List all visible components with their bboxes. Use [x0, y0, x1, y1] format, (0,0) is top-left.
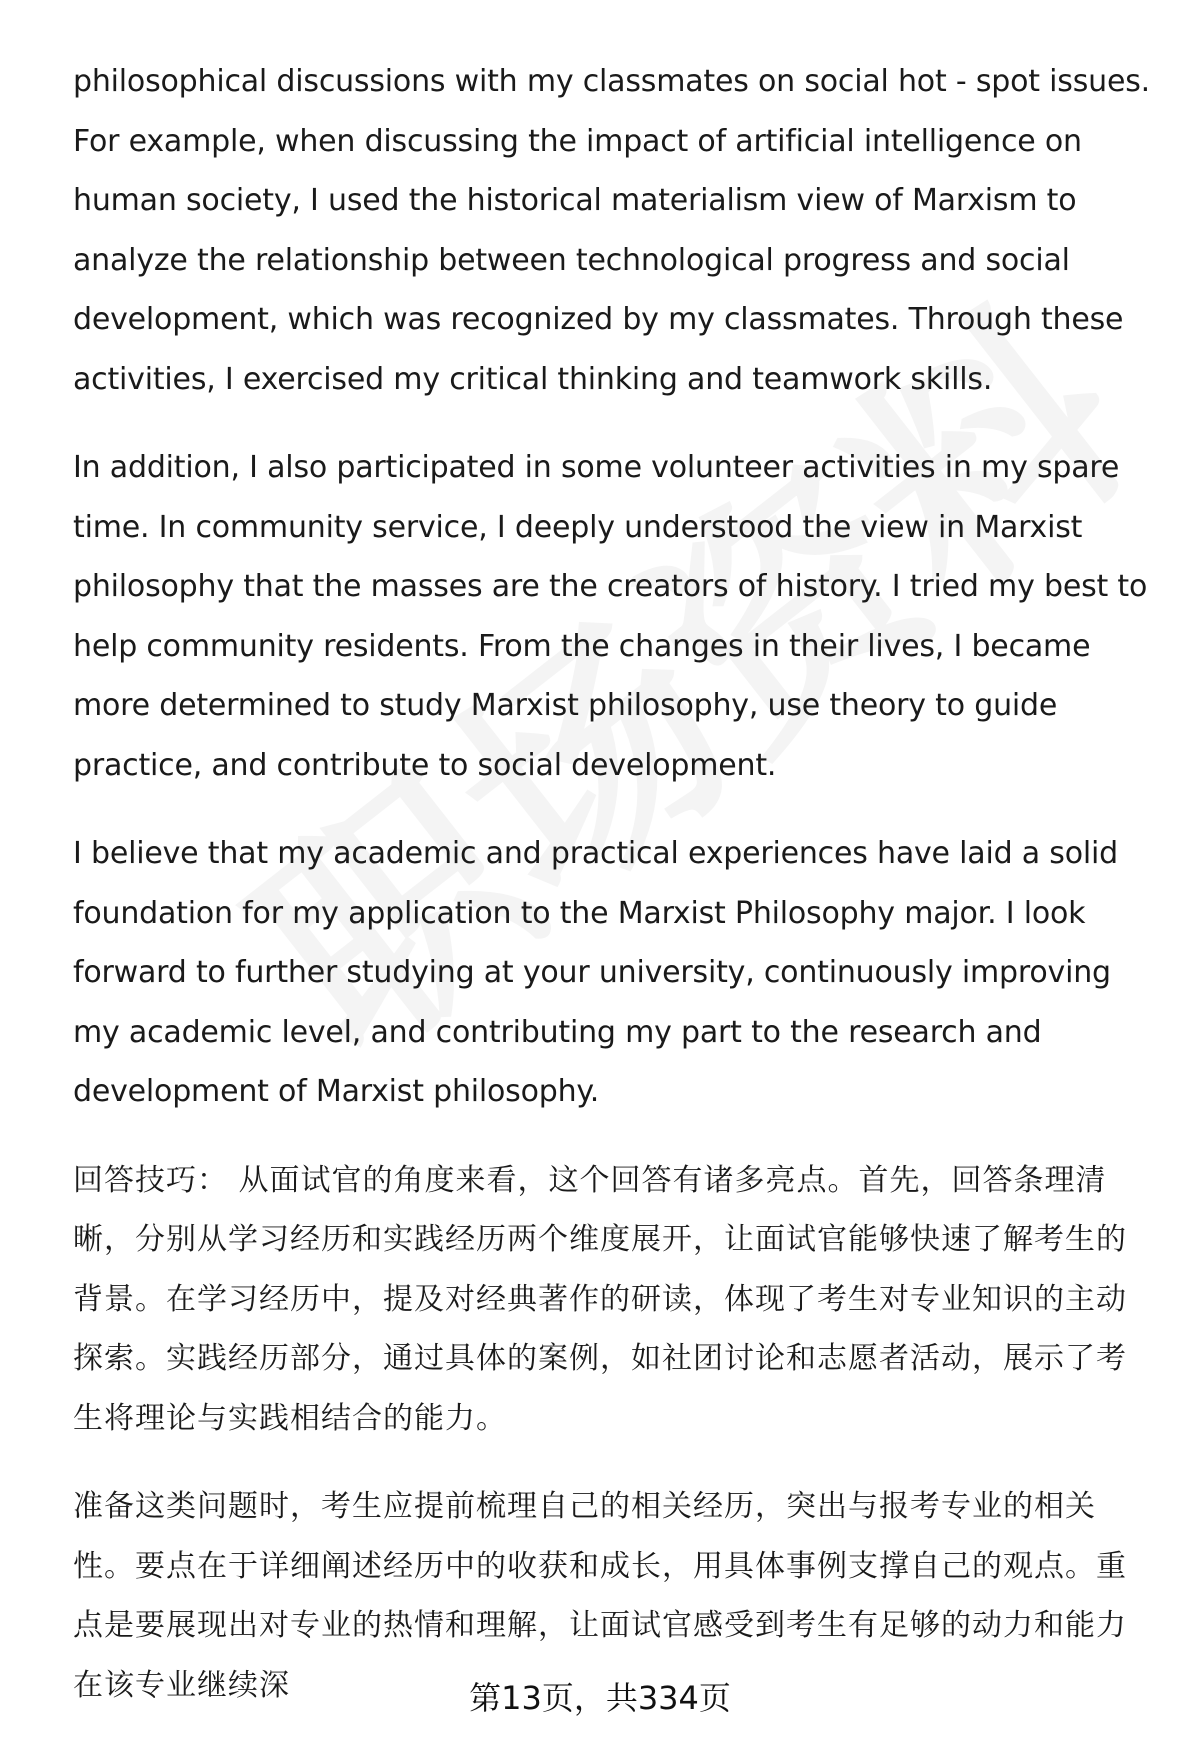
paragraph-answer-tips: 回答技巧： 从面试官的角度来看，这个回答有诸多亮点。首先，回答条理清晰，分别从学习经历和实践经历两个维度展开，让面试官能够快速了解考生的背景。在学习经历中，提及对经典著作的研读，体现了考生对专业知识的主动探索。实践经历部分，通过具体的案例，如社团讨论和志愿者活动，展示了考生将理论与实践相结合的能力。 [73, 1162, 1127, 1436]
paragraph-conclusion: I believe that my academic and practical experiences have laid a solid foundation for my application to the Marxist Philosophy major. I look forward to further studying at your university, continuously improving my academic level, and contributing my part to the research and development of Marxist philosophy. [73, 836, 1118, 1109]
paragraph-club-discussion: philosophical discussions with my classmates on social hot - spot issues. For example, when discussing the impact of artificial intelligence on human society, I used the historical materialism view of Marxism to analyze the relationship between technological progress and social development, which was recognized by my classmates. Through these activities, I exercised my critical thinking and teamwork skills. [73, 64, 1150, 397]
document-body [73, 52, 1153, 1744]
paragraph-volunteer: In addition, I also participated in some volunteer activities in my spare time. In community service, I deeply understood the view in Marxist philosophy that the masses are the creators of history. I tried my best to help community residents. From the changes in their lives, I became more determined to study Marxist philosophy, use theory to guide practice, and contribute to social development. [73, 450, 1148, 783]
paragraph-preparation-advice: 准备这类问题时，考生应提前梳理自己的相关经历，突出与报考专业的相关性。要点在于详细阐述经历中的收获和成长，用具体事例支撑自己的观点。重点是要展现出对专业的热情和理解，让面试官感受到考生有足够的动力和能力在该专业继续深 [73, 1489, 1127, 1703]
page-number: 第13页，共334页 [469, 1679, 731, 1717]
